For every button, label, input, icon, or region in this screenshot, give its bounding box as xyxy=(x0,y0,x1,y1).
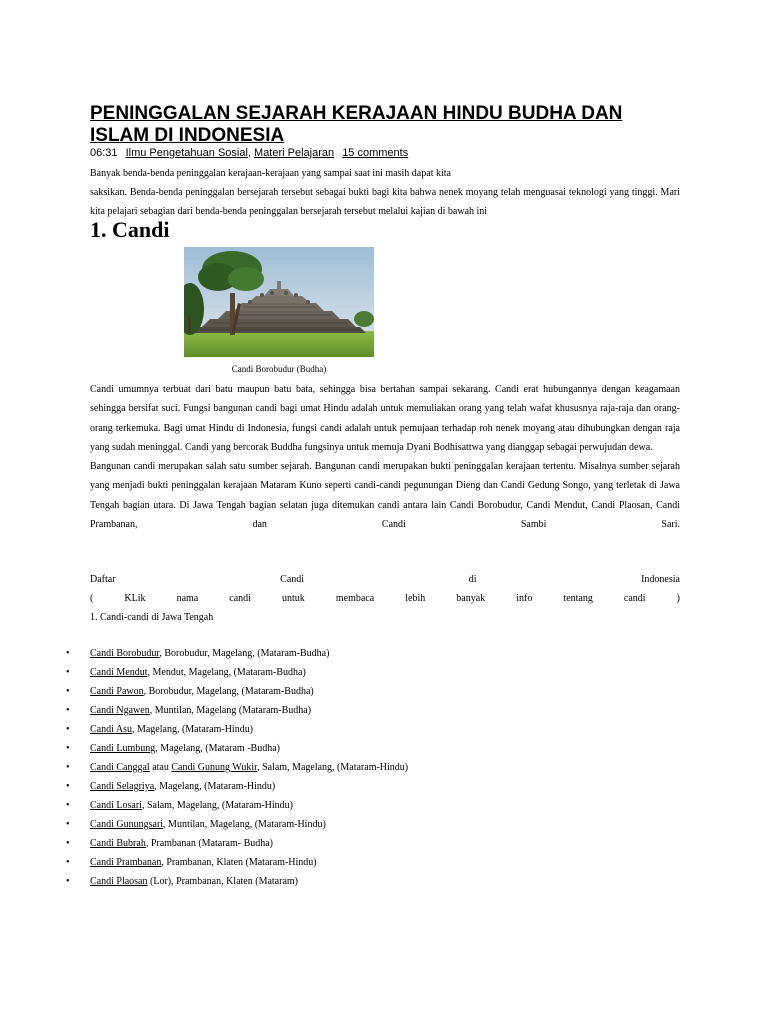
image-caption: Candi Borobudur (Budha) xyxy=(231,364,327,374)
daftar-word: di xyxy=(468,574,477,585)
bullet: • xyxy=(66,762,70,773)
list-item xyxy=(66,853,680,872)
list-item xyxy=(66,701,680,720)
intro-text xyxy=(90,164,680,221)
daftar-word: Indonesia xyxy=(641,574,680,585)
daftar-word: KLik xyxy=(124,593,146,604)
candi-link[interactable]: Candi Ngawen xyxy=(90,705,150,716)
borobudur-image xyxy=(184,247,374,357)
list-item xyxy=(66,815,680,834)
daftar-word: lebih xyxy=(405,593,426,604)
paragraph-bangunan-candi: Bangunan candi merupakan salah satu sumber sejarah. Bangunan candi merupakan bukti peninggalan kerajaan tertentu. Misalnya sumber sejarah yang menjadi bukti peninggalan kerajaan Mataram Kuno seperti candi-candi pegunungan Dieng dan Candi Gedung Songo, yang terletak di Jawa Tengah bagian utara. Di Jawa Tengah bagian selatan juga ditemukan candi antara lain Candi Borobudur, Candi Mendut, Candi Plaosan, Candi Prambanan, dan Candi Sambi Sari. xyxy=(90,461,680,531)
daftar-row-instruction xyxy=(90,589,680,608)
label-link-ips[interactable]: Ilmu Pengetahuan Sosial xyxy=(125,147,248,159)
daftar-subheading-jawa-tengah: 1. Candi-candi di Jawa Tengah xyxy=(90,612,214,623)
list-item-detail: , Prambanan (Mataram- Budha) xyxy=(145,838,274,849)
list-item-detail: , Borobudur, Magelang, (Mataram-Budha) xyxy=(143,686,314,697)
candi-link[interactable]: Candi Borobudur xyxy=(90,648,160,659)
daftar-word: info xyxy=(516,593,533,604)
daftar-word: untuk xyxy=(282,593,305,604)
bullet: • xyxy=(66,686,70,697)
list-item-detail: , Muntilan, Magelang, (Mataram-Hindu) xyxy=(163,819,326,830)
label-separator: , xyxy=(247,147,251,159)
bullet: • xyxy=(66,667,70,678)
list-item-detail: , Mendut, Magelang, (Mataram-Budha) xyxy=(147,667,306,678)
body-text xyxy=(90,380,680,534)
intro-line-2: saksikan. Benda-benda peninggalan bersejarah tersebut sebagai bukti bagi kita bahwa nenek moyang telah menguasai teknologi yang tinggi. Mari kita pelajari sebagian dari benda-benda peninggalan bersejarah tersebut melalui kajian di bawah ini xyxy=(90,187,680,217)
candi-link[interactable]: Candi Prambanan xyxy=(90,857,162,868)
bullet: • xyxy=(66,876,70,887)
list-item xyxy=(66,720,680,739)
candi-link[interactable]: Candi Canggal xyxy=(90,762,150,773)
list-item-detail: (Lor), Prambanan, Klaten (Mataram) xyxy=(147,876,298,887)
list-item-detail: , Muntilan, Magelang (Mataram-Budha) xyxy=(149,705,312,716)
daftar-word: ( xyxy=(90,593,94,604)
list-item xyxy=(66,663,680,682)
daftar-candi-intro xyxy=(90,570,680,627)
candi-list xyxy=(66,644,680,891)
bullet: • xyxy=(66,724,70,735)
daftar-word: candi xyxy=(623,593,646,604)
daftar-word: tentang xyxy=(563,593,593,604)
list-item xyxy=(66,796,680,815)
list-item-detail: , Prambanan, Klaten (Mataram-Hindu) xyxy=(161,857,317,868)
daftar-word: Candi xyxy=(280,574,305,585)
bullet: • xyxy=(66,781,70,792)
list-item xyxy=(66,758,680,777)
bullet: • xyxy=(66,857,70,868)
list-item xyxy=(66,644,680,663)
bullet: • xyxy=(66,819,70,830)
comments-link[interactable]: 15 comments xyxy=(342,147,409,159)
post-meta xyxy=(90,146,680,160)
bullet: • xyxy=(66,838,70,849)
list-item-detail: , Magelang, (Mataram-Hindu) xyxy=(131,724,254,735)
list-item xyxy=(66,834,680,853)
daftar-word: ) xyxy=(676,593,680,604)
bullet: • xyxy=(66,648,70,659)
daftar-word: banyak xyxy=(456,593,486,604)
list-item-connector: atau xyxy=(149,762,172,773)
candi-link[interactable]: Candi Mendut xyxy=(90,667,148,678)
paragraph-candi-umum: Candi umumnya terbuat dari batu maupun batu bata, sehingga bisa bertahan sampai sekarang. Candi erat hubungannya dengan keagamaan sehingga bersifat suci. Fungsi bangunan candi bagi umat Hindu adalah untuk memuliakan orang yang telah wafat khususnya raja-raja dan orang-orang terkemuka. Bagi umat Hindu di Indonesia, fungsi candi adalah untuk pemujaan terhadap roh nenek moyang atau dihubungkan dengan raja yang sudah meninggal. Candi yang bercorak Buddha fungsinya untuk memuja Dyani Bodhisattwa yang dianggap sebagai perwujudan dewa. xyxy=(90,384,680,453)
intro-line-1: Banyak benda-benda peninggalan kerajaan-kerajaan yang sampai saat ini masih dapat kita xyxy=(90,168,451,179)
list-item xyxy=(66,777,680,796)
list-item-detail: , Magelang, (Mataram -Budha) xyxy=(155,743,280,754)
candi-link[interactable]: Candi Lumbung xyxy=(90,743,156,754)
daftar-word: nama xyxy=(176,593,199,604)
candi-link[interactable]: Candi Asu xyxy=(90,724,132,735)
candi-link[interactable]: Candi Plaosan xyxy=(90,876,148,887)
list-item xyxy=(66,739,680,758)
list-item xyxy=(66,682,680,701)
list-item xyxy=(66,872,680,891)
post-time: 06:31 xyxy=(90,147,118,159)
post-title[interactable]: PENINGGALAN SEJARAH KERAJAAN HINDU BUDHA DAN ISLAM DI INDONESIA xyxy=(90,102,623,146)
section-heading-candi: 1. Candi xyxy=(90,217,170,242)
bullet: • xyxy=(66,743,70,754)
candi-link[interactable]: Candi Gunung Wukir xyxy=(171,762,258,773)
list-item-detail: , Borobudur, Magelang, (Mataram-Budha) xyxy=(159,648,330,659)
candi-link[interactable]: Candi Losari xyxy=(90,800,142,811)
candi-link[interactable]: Candi Gunungsari xyxy=(90,819,164,830)
bullet: • xyxy=(66,705,70,716)
candi-link[interactable]: Candi Bubrah xyxy=(90,838,146,849)
candi-link[interactable]: Candi Pawon xyxy=(90,686,144,697)
daftar-row-title xyxy=(90,570,680,589)
label-link-materi[interactable]: Materi Pelajaran xyxy=(254,147,335,159)
daftar-word: Daftar xyxy=(90,574,116,585)
daftar-word: membaca xyxy=(335,593,375,604)
bullet: • xyxy=(66,800,70,811)
list-item-detail: , Magelang, (Mataram-Hindu) xyxy=(154,781,276,792)
list-item-detail: , Salam, Magelang, (Mataram-Hindu) xyxy=(257,762,409,773)
daftar-word: candi xyxy=(229,593,251,604)
candi-link[interactable]: Candi Selagriya xyxy=(90,781,155,792)
list-item-detail: , Salam, Magelang, (Mataram-Hindu) xyxy=(141,800,294,811)
